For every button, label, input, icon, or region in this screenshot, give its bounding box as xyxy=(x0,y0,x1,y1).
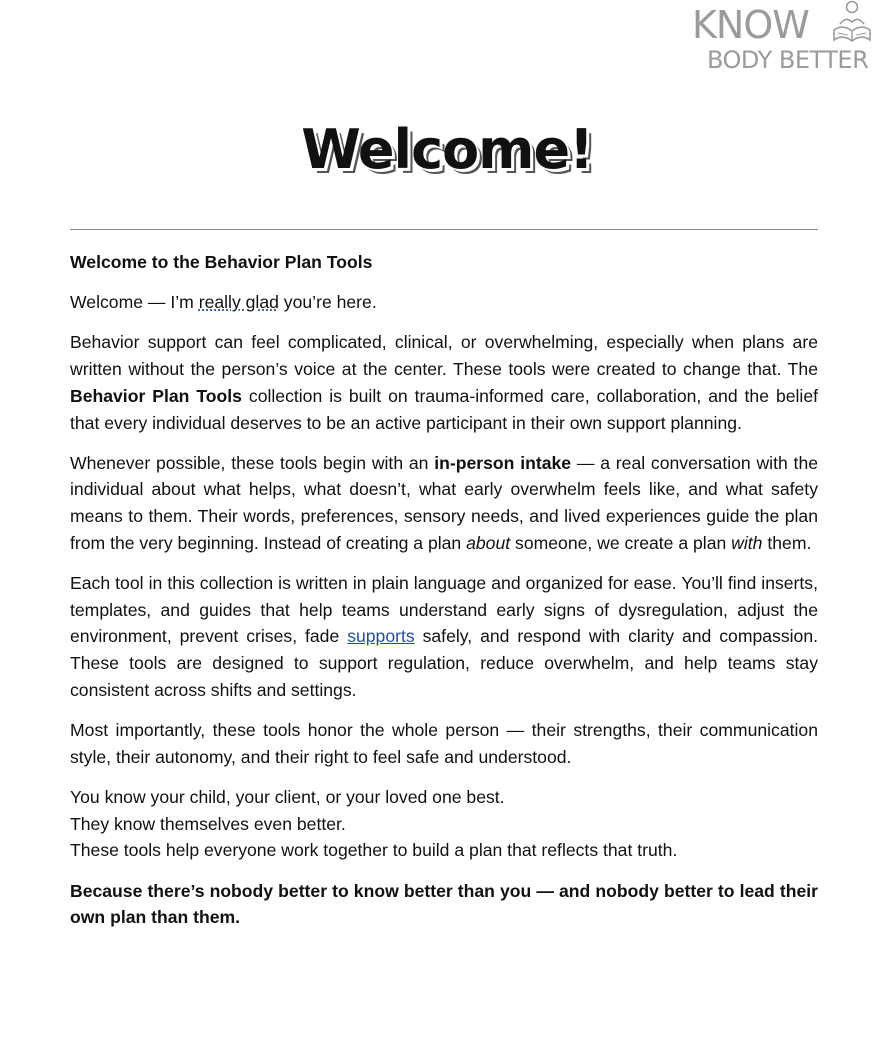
you-know-paragraph xyxy=(70,784,818,864)
closing-bold-text: Because there’s nobody better to know better than you — and nobody better to lead their own plan than them. xyxy=(70,880,818,928)
section-heading-text: Welcome to the Behavior Plan Tools xyxy=(70,252,373,272)
intro-text-a: Behavior support can feel complicated, clinical, or overwhelming, especially when plans are written without the person’s voice at the center. These tools were created to change that. The xyxy=(70,332,818,380)
tools-text-a: Each tool in this collection is written in plain language and organized for ease. You’ll find inserts, templates, and guides that help teams understand early signs of dysregulation, adjust the environment, prevent crises, fade xyxy=(70,573,818,647)
logo-line-body-better: BODY BETTER xyxy=(707,46,869,74)
intake-italic-with: with xyxy=(731,532,763,553)
horizontal-divider xyxy=(70,229,818,230)
intake-italic-about: about xyxy=(466,532,511,553)
know-body-better-logo xyxy=(690,0,890,78)
section-heading xyxy=(70,249,818,276)
person-reading-book-icon xyxy=(830,0,878,48)
logo-line-know: KNOW xyxy=(692,3,809,47)
greeting-underlined-text: really glad xyxy=(198,292,279,313)
intro-bold-text: Behavior Plan Tools xyxy=(70,385,242,406)
greeting-paragraph xyxy=(70,289,818,316)
intake-text-c: someone, we create a plan xyxy=(510,532,732,553)
you-know-line-1: You know your child, your client, or your loved one best. xyxy=(70,786,505,807)
tools-paragraph xyxy=(70,570,818,704)
whole-person-paragraph: Most importantly, these tools honor the whole person — their strengths, their communication style, their autonomy, and their right to feel safe and understood. xyxy=(70,720,818,767)
you-know-line-3: These tools help everyone work together to build a plan that reflects that truth. xyxy=(70,840,678,861)
tools-text-b: safely, and respond with clarity and compassion. These tools are designed to support regulation, reduce overwhelm, and help teams stay consistent across shifts and settings. xyxy=(70,626,819,700)
greeting-post: you’re here. xyxy=(278,292,377,313)
intake-text-a: Whenever possible, these tools begin with an xyxy=(70,452,435,473)
document-body xyxy=(70,249,818,944)
intake-paragraph xyxy=(70,450,818,557)
page-title: Welcome! xyxy=(301,118,593,181)
intake-text-d: them. xyxy=(762,532,812,553)
intro-paragraph xyxy=(70,329,818,436)
supports-link[interactable]: supports xyxy=(347,626,415,647)
intake-bold-text: in-person intake xyxy=(434,452,572,473)
intro-text-b: collection is built on trauma-informed care, collaboration, and the belief that every individual deserves to be an active participant in their own support planning. xyxy=(70,385,819,433)
closing-paragraph xyxy=(70,878,818,931)
greeting-pre: Welcome — I’m xyxy=(70,292,199,313)
you-know-line-2: They know themselves even better. xyxy=(70,813,346,834)
intake-text-b: — a real conversation with the individual about what helps, what doesn’t, what early overwhelm feels like, and what safety means to them. Their words, preferences, sensory needs, and lived experiences guide the plan from the very beginning. Instead of creating a plan xyxy=(70,452,819,553)
